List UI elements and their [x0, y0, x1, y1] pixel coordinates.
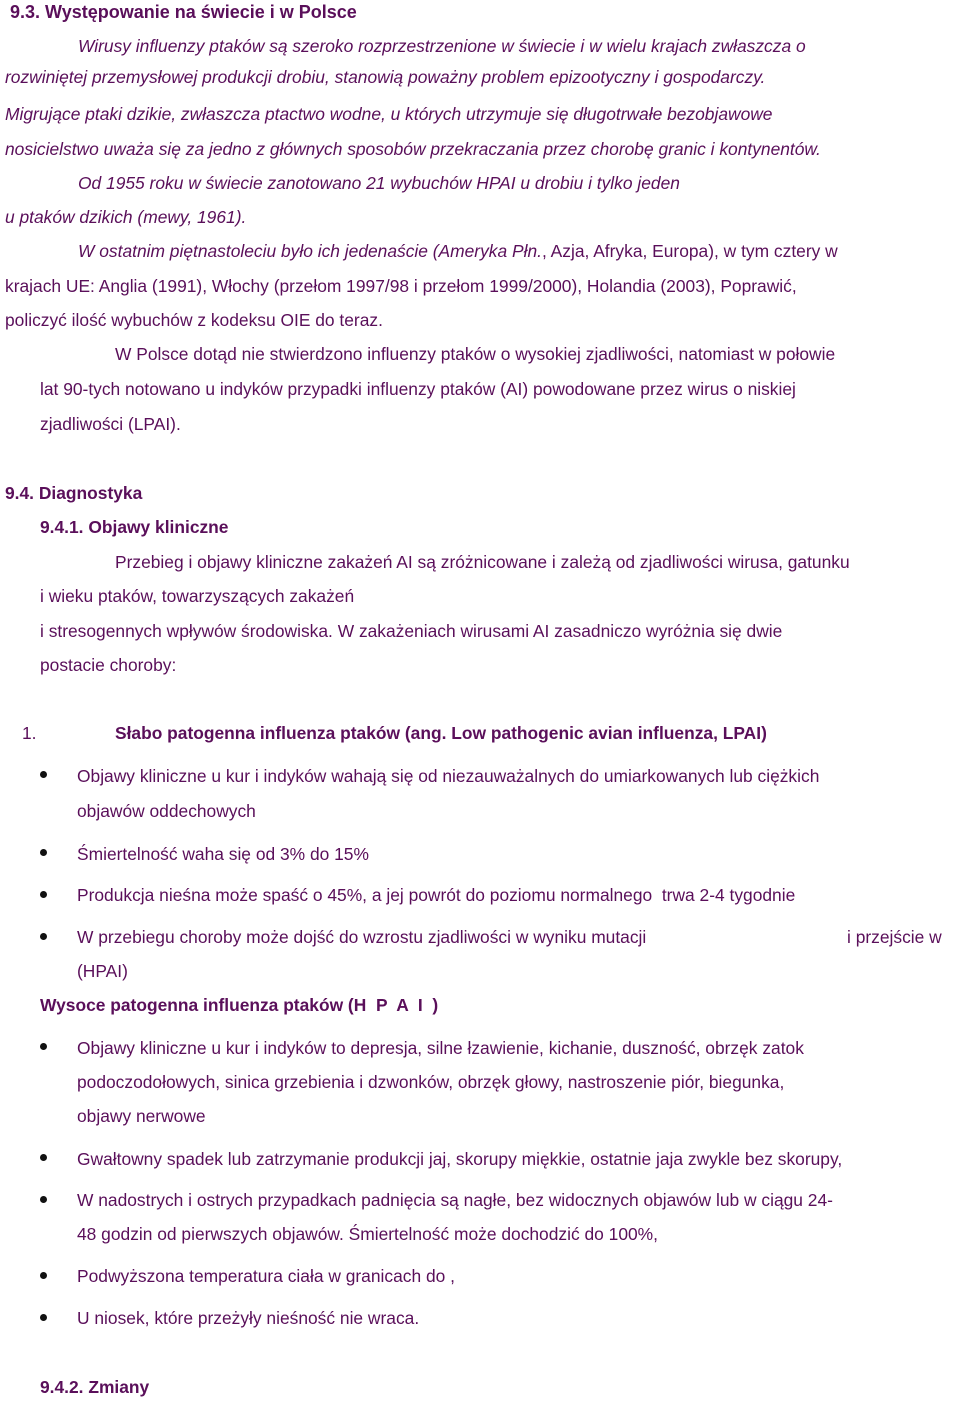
list-item: objawów oddechowych	[77, 801, 256, 821]
section-heading-9-3: 9.3. Występowanie na świecie i w Polsce	[10, 2, 357, 22]
list-item: Produkcja nieśna może spaść o 45%, a jej powrót do poziomu normalnego trwa 2-4 tygodnie	[77, 885, 796, 905]
list-item: Gwałtowny spadek lub zatrzymanie produkcji jaj, skorupy miękkie, ostatnie jaja zwykle bez skorupy,	[77, 1149, 843, 1169]
paragraph-line: lat 90-tych notowano u indyków przypadki influenzy ptaków (AI) powodowane przez wirus o niskiej	[40, 379, 796, 399]
paragraph-line: i wieku ptaków, towarzyszących zakażeń	[40, 586, 355, 606]
paragraph-line: rozwiniętej przemysłowej produkcji drobiu, stanowią poważny problem epizootyczny i gospodarczy.	[5, 67, 766, 87]
list-item: Podwyższona temperatura ciała w granicach do ,	[77, 1266, 455, 1286]
list-item: podoczodołowych, sinica grzebienia i dzwonków, obrzęk głowy, nastroszenie piór, biegunka,	[77, 1072, 785, 1092]
paragraph-line: u ptaków dzikich (mewy, 1961).	[5, 207, 247, 227]
list-item-continued: (HPAI)	[77, 961, 128, 981]
list-item: Śmiertelność waha się od 3% do 15%	[77, 844, 369, 864]
bullet-icon	[40, 1314, 47, 1321]
paragraph-line: Od 1955 roku w świecie zanotowano 21 wybuchów HPAI u drobiu i tylko jeden	[78, 173, 680, 193]
list-item: objawy nerwowe	[77, 1106, 206, 1126]
paragraph-line: Migrujące ptaki dzikie, zwłaszcza ptactwo wodne, u których utrzymuje się długotrwałe bezobjawowe	[5, 104, 773, 124]
bullet-icon	[40, 771, 47, 778]
bullet-icon	[40, 1272, 47, 1279]
paragraph-text-italic: W ostatnim piętnastoleciu było ich jedenaście (Ameryka Płn.	[78, 241, 542, 261]
list-item: 48 godzin od pierwszych objawów. Śmiertelność może dochodzić do 100%,	[77, 1224, 658, 1244]
paragraph-line: krajach UE: Anglia (1991), Włochy (przełom 1997/98 i przełom 1999/2000), Holandia (2003), Poprawić,	[5, 276, 797, 296]
bullet-icon	[40, 891, 47, 898]
subsection-heading-9-4-1: 9.4.1. Objawy kliniczne	[40, 517, 229, 537]
list-item: U niosek, które przeżyły nieśność nie wraca.	[77, 1308, 420, 1328]
paragraph-line: policzyć ilość wybuchów z kodeksu OIE do teraz.	[5, 310, 383, 330]
paragraph-line: postacie choroby:	[40, 655, 177, 675]
lpai-heading: Słabo patogenna influenza ptaków (ang. Low pathogenic avian influenza, LPAI)	[115, 723, 767, 743]
paragraph-line: i stresogennych wpływów środowiska. W zakażeniach wirusami AI zasadniczo wyróżnia się dwie	[40, 621, 783, 641]
list-item: Objawy kliniczne u kur i indyków to depresja, silne łzawienie, kichanie, duszność, obrzęk zatok	[77, 1038, 804, 1058]
list-item: W nadostrych i ostrych przypadkach padnięcia są nagłe, bez widocznych objawów lub w ciągu 24-	[77, 1190, 833, 1210]
bullet-icon	[40, 849, 47, 856]
paragraph-line: nosicielstwo uważa się za jedno z głównych sposobów przekraczania przez chorobę granic i kontynentów.	[5, 139, 821, 159]
bullet-icon	[40, 1196, 47, 1203]
section-heading-9-4: 9.4. Diagnostyka	[5, 483, 143, 503]
list-item: Objawy kliniczne u kur i indyków wahają się od niezauważalnych do umiarkowanych lub ciężkich	[77, 766, 820, 786]
bullet-icon	[40, 1043, 47, 1050]
paragraph-line	[78, 240, 838, 262]
subsection-heading-9-4-2: 9.4.2. Zmiany	[40, 1377, 150, 1397]
bullet-icon	[40, 1154, 47, 1161]
paragraph-text: , Azja, Afryka, Europa), w tym cztery w	[541, 241, 838, 261]
paragraph-line: Przebieg i objawy kliniczne zakażeń AI są zróżnicowane i zależą od zjadliwości wirusa, gatunku	[115, 552, 850, 572]
list-item: W przebiegu choroby może dojść do wzrostu zjadliwości w wyniku mutacji	[77, 927, 647, 947]
bullet-icon	[40, 933, 47, 940]
paragraph-line: Wirusy influenzy ptaków są szeroko rozprzestrzenione w świecie i w wielu krajach zwłaszcza o	[78, 36, 806, 56]
list-item-continued: i przejście w	[847, 927, 942, 947]
list-number: 1.	[22, 723, 37, 743]
paragraph-line: W Polsce dotąd nie stwierdzono influenzy ptaków o wysokiej zjadliwości, natomiast w połowie	[115, 344, 836, 364]
paragraph-line: zjadliwości (LPAI).	[40, 414, 181, 434]
hpai-heading: Wysoce patogenna influenza ptaków (H P A I )	[40, 995, 439, 1015]
